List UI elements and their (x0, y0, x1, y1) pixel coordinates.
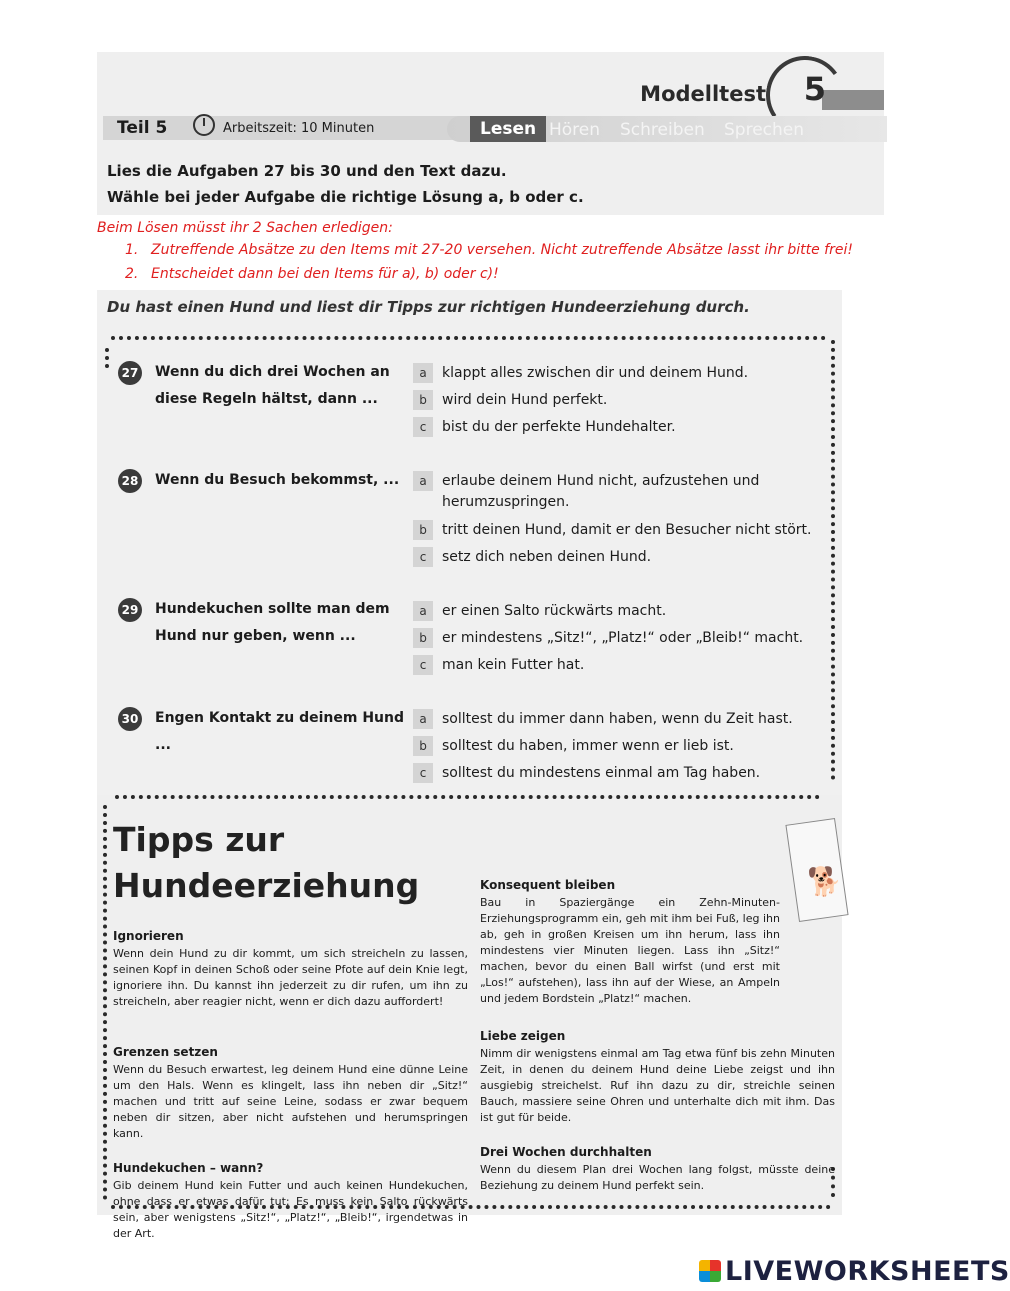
question-text: Wenn du dich drei Wochen an diese Regeln hältst, dann ... (155, 364, 390, 407)
option-text: bist du der perfekte Hundehalter. (442, 419, 676, 435)
section-heading: Konsequent bleiben (480, 878, 616, 892)
option-letter[interactable]: a (413, 471, 433, 491)
article-block (97, 795, 842, 1240)
brand-name: LIVEWORKSHEETS (725, 1256, 1010, 1287)
option-text: setz dich neben deinen Hund. (442, 549, 652, 565)
dotted-border-left (103, 805, 107, 1200)
option-letter[interactable]: c (413, 763, 433, 783)
skill-schreiben: Schreiben (620, 120, 705, 140)
instruction-line-2: Wähle bei jeder Aufgabe die richtige Lösung a, b oder c. (107, 188, 584, 206)
item-number: 2. (125, 266, 139, 282)
teil-label: Teil 5 (117, 118, 168, 138)
option-text: erlaube deinem Hund nicht, aufzustehen und herumzuspringen. (442, 473, 760, 510)
modelltest-bar (822, 90, 884, 110)
section-body: Wenn du diesem Plan drei Wochen lang folgst, müsste deine Beziehung zu deinem Hund perfekt sein. (480, 1163, 835, 1192)
section-heading: Liebe zeigen (480, 1029, 566, 1043)
instruction-line-1: Lies die Aufgaben 27 bis 30 und den Text dazu. (107, 162, 507, 180)
section-heading: Grenzen setzen (113, 1045, 218, 1059)
arbeitszeit: Arbeitszeit: 10 Minuten (223, 121, 375, 136)
section-heading: Hundekuchen – wann? (113, 1161, 264, 1175)
option-letter[interactable]: a (413, 601, 433, 621)
skill-hoeren: Hören (549, 120, 601, 140)
option-letter[interactable]: b (413, 628, 433, 648)
dotted-border-top (111, 336, 826, 340)
book-header (97, 52, 884, 215)
question-text: Engen Kontakt zu deinem Hund ... (155, 710, 404, 753)
section-body: Wenn dein Hund zu dir kommt, um sich streicheln zu lassen, seinen Kopf in deinen Schoß oder seine Pfote auf dein Knie legt, ignoriere ihn. Du kannst ihn jederzeit zu dir rufen, um ihn zu streicheln, aber reagier nicht, wenn er dich dazu auffordert! (113, 947, 468, 1008)
dog-icon: 🐕 (807, 865, 842, 898)
question-number: 30 (118, 707, 142, 731)
option-text: wird dein Hund perfekt. (442, 392, 608, 408)
option-letter[interactable]: c (413, 655, 433, 675)
dotted-border-top (115, 795, 820, 799)
task-block (97, 290, 842, 795)
question-text: Hundekuchen sollte man dem Hund nur geben, wenn ... (155, 601, 390, 644)
question-number: 27 (118, 361, 142, 385)
teacher-note-intro: Beim Lösen müsst ihr 2 Sachen erledigen: (97, 220, 393, 236)
teacher-note-item (125, 266, 499, 282)
item-number: 1. (125, 242, 139, 258)
item-text: Entscheidet dann bei den Items für a), b) oder c)! (151, 266, 499, 282)
option-letter[interactable]: c (413, 547, 433, 567)
option-letter[interactable]: c (413, 417, 433, 437)
option-letter[interactable]: a (413, 709, 433, 729)
question-number: 28 (118, 469, 142, 493)
option-text: solltest du immer dann haben, wenn du Zeit hast. (442, 711, 793, 727)
question-text: Wenn du Besuch bekommst, ... (155, 472, 400, 488)
article-title: Tipps zur Hundeerziehung (113, 820, 420, 905)
option-text: er mindestens „Sitz!“, „Platz!“ oder „Bleib!“ macht. (442, 630, 804, 646)
skill-lesen: Lesen (470, 116, 546, 142)
dotted-border-left (105, 348, 109, 368)
modelltest-number: 5 (803, 70, 826, 108)
liveworksheets-logo-icon (699, 1260, 721, 1282)
option-text: tritt deinen Hund, damit er den Besucher nicht stört. (442, 522, 812, 538)
teacher-note-item (125, 242, 853, 258)
question-number: 29 (118, 598, 142, 622)
section-body: Wenn du Besuch erwartest, leg deinem Hund eine dünne Leine um den Hals. Wenn es klingelt, lass ihn neben dir „Sitz!“ machen und tritt auf seine Leine, sodass er zwar bequem neben dir sitzen, aber nicht aufstehen und herumspringen kann. (113, 1063, 468, 1140)
option-text: man kein Futter hat. (442, 657, 585, 673)
section-heading: Ignorieren (113, 929, 184, 943)
section-body: Nimm dir wenigstens einmal am Tag etwa fünf bis zehn Minuten Zeit, in denen du deinem Hund deine Liebe zeigst und ihn ausgiebig streichelst. Ruf ihn dazu zu dir, streichle seinen Bauch, massiere seine Ohren und unterhalte dich mit ihm. Das ist gut für beide. (480, 1047, 835, 1124)
item-text: Zutreffende Absätze zu den Items mit 27-20 versehen. Nicht zutreffende Absätze lasst ihr bitte frei! (151, 242, 853, 258)
modelltest-label: Modelltest (640, 82, 766, 106)
option-letter[interactable]: b (413, 520, 433, 540)
section-heading: Drei Wochen durchhalten (480, 1145, 652, 1159)
option-letter[interactable]: b (413, 390, 433, 410)
section-body: Gib deinem Hund kein Futter und auch keinen Hundekuchen, ohne dass er etwas dafür tut: Es muss kein Salto rückwärts sein, aber wenigstens „Sitz!“, „Platz!“, „Bleib!“, irgendetwas in der Art. (113, 1179, 468, 1240)
option-text: er einen Salto rückwärts macht. (442, 603, 667, 619)
option-text: klappt alles zwischen dir und deinem Hund. (442, 365, 749, 381)
skill-sprechen: Sprechen (724, 120, 805, 140)
stopwatch-icon (193, 114, 215, 136)
option-text: solltest du mindestens einmal am Tag haben. (442, 765, 761, 781)
option-letter[interactable]: b (413, 736, 433, 756)
option-text: solltest du haben, immer wenn er lieb ist. (442, 738, 734, 754)
section-body: Bau in Spaziergänge ein Zehn-Minuten-Erziehungsprogramm ein, geh mit ihm bei Fuß, leg ihn ab, geh in großen Kreisen um ihn herum, lass ihn mindestens vier Minuten liegen. Lass ihn „Sitz!“ machen, bevor du einen Ball wirfst (und erst mit „Los!“ aufstehen), lass ihn auf der Wiese, an Ampeln und jedem Bordstein „Platz!“ machen. (480, 896, 780, 1005)
option-letter[interactable]: a (413, 363, 433, 383)
task-intro: Du hast einen Hund und liest dir Tipps zur richtigen Hundeerziehung durch. (107, 298, 750, 316)
